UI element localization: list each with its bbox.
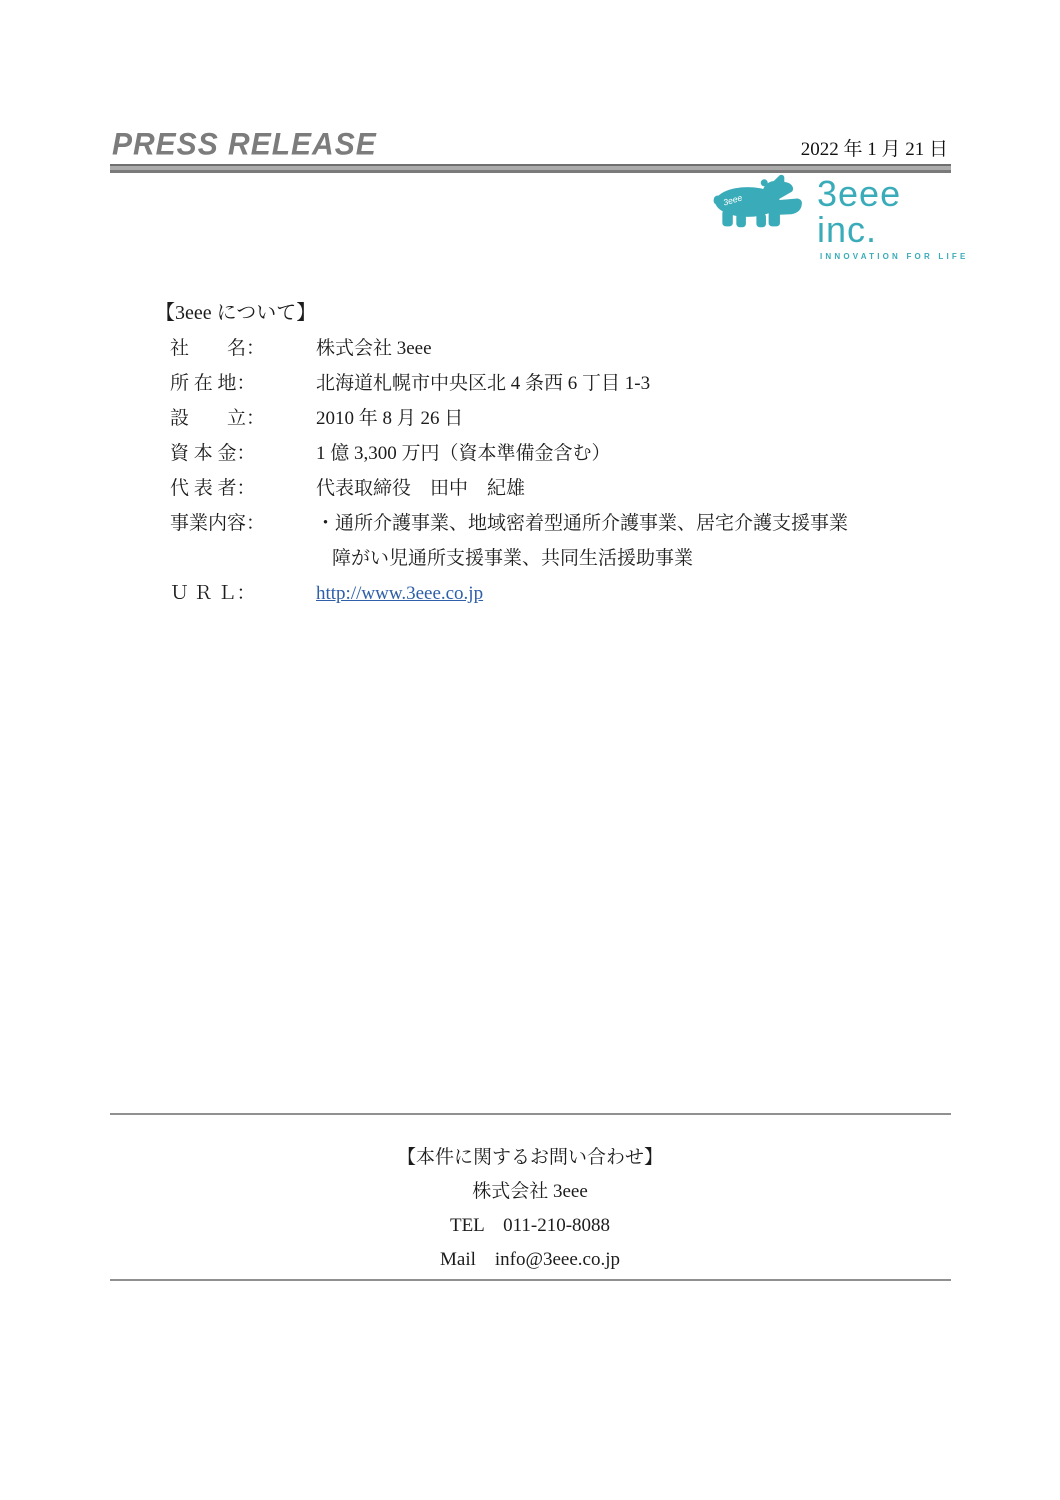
footer-company-name: 株式会社 3eee (472, 1181, 588, 1202)
info-value: 2010 年 8 月 26 日 (316, 408, 464, 429)
footer-tel: TEL 011-210-8088 (449, 1215, 611, 1236)
info-row-address (170, 366, 915, 401)
info-row-url (170, 576, 915, 611)
footer-contact-title: 【本件に関するお問い合わせ】 (396, 1147, 663, 1168)
info-row-business (170, 506, 915, 576)
footer-mail: Mail info@3eee.co.jp (440, 1249, 620, 1270)
info-row-company-name (170, 331, 915, 366)
info-row-representative (170, 471, 915, 506)
logo-company-name: 3eee inc. (817, 173, 902, 250)
hippo-body-label: 3eee (722, 192, 744, 208)
info-label: 社 名： (170, 338, 266, 359)
release-date: 2022 年 1 月 21 日 (800, 139, 948, 160)
info-value (316, 576, 915, 611)
press-release-masthead: PRESS RELEASE (112, 127, 377, 163)
info-label: Ｕ Ｒ Ｌ： (170, 583, 256, 604)
info-label: 代 表 者： (170, 478, 256, 499)
info-value: 北海道札幌市中央区北 4 条西 6 丁目 1-3 (316, 373, 651, 394)
info-value: 1 億 3,300 万円（資本準備金含む） (316, 443, 611, 464)
logo-text-block (817, 174, 969, 261)
info-value: 代表取締役 田中 紀雄 (316, 478, 526, 499)
company-logo (711, 173, 969, 261)
info-label: 資 本 金： (170, 443, 256, 464)
info-value: 株式会社 3eee (316, 338, 432, 359)
info-row-capital (170, 436, 915, 471)
info-label: 所 在 地： (170, 373, 256, 394)
footer-top-rule (110, 1113, 951, 1115)
company-info-table (170, 331, 915, 611)
company-url-link[interactable]: http://www.3eee.co.jp (316, 583, 484, 604)
business-line-2: 障がい児通所支援事業、共同生活援助事業 (332, 548, 694, 569)
hippo-logo-icon (711, 174, 807, 230)
info-label: 事業内容： (170, 513, 266, 534)
info-label: 設 立： (170, 408, 266, 429)
about-section-title: 【3eee について】 (155, 302, 317, 324)
info-value (316, 506, 915, 576)
header (112, 127, 948, 163)
business-line-1: ・通所介護事業、地域密着型通所介護事業、居宅介護支援事業 (316, 513, 849, 534)
contact-footer (0, 1141, 1060, 1277)
info-row-founded (170, 401, 915, 436)
footer-bottom-rule (110, 1279, 951, 1281)
header-divider-bar (110, 164, 951, 173)
about-section (155, 301, 915, 611)
logo-tagline: INNOVATION FOR LIFE (820, 252, 969, 261)
